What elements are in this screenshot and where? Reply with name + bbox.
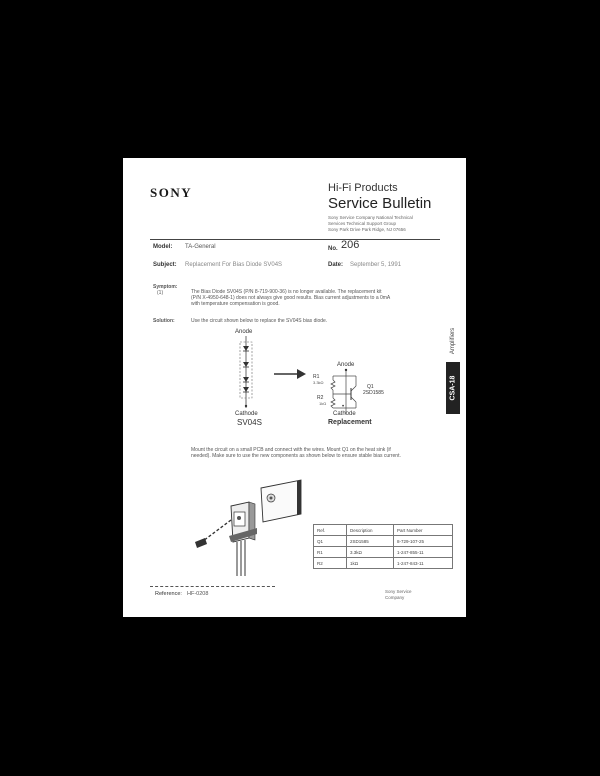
bulletin-no-label: No.: [328, 246, 338, 252]
bulletin-page: [123, 158, 466, 617]
r2-value: 1kΩ: [319, 401, 327, 406]
sv04s-cathode-label: Cathode: [235, 411, 258, 417]
r1-label: R1: [313, 374, 320, 380]
footer-corner-line-1: Sony Service: [385, 589, 412, 594]
sv04s-part-label: SV04S: [237, 418, 262, 427]
replacement-cathode-dot: •: [342, 404, 345, 410]
symptom-code: (1): [157, 290, 164, 296]
parts-table-header: [314, 525, 453, 536]
symptom-label: Symptom:: [153, 284, 178, 290]
dept-line-1: Sony Service Company National Technical: [328, 215, 413, 220]
sv04s-anode-label: Anode: [235, 329, 253, 335]
heatsink-mounting-illustration: [193, 476, 313, 580]
bulletin-category: Hi-Fi Products: [328, 182, 398, 194]
parts-cell: R1: [314, 547, 347, 558]
model-label: Model:: [153, 244, 173, 250]
parts-header-ref: Ref.: [314, 525, 347, 536]
replace-arrow-icon: [273, 368, 307, 380]
reference-label: Reference:: [155, 591, 182, 597]
side-tab: [446, 362, 460, 414]
parts-table: [313, 524, 453, 569]
symptom-line-2: (P/N X-4950-648-1) does not always give good results. Bias current adjustments to a 0mA: [191, 295, 391, 301]
r2-label: R2: [317, 395, 324, 401]
footer-corner-line-2: Company: [385, 595, 405, 600]
r1-value: 3.3kΩ: [313, 380, 324, 385]
parts-cell: 8-729-107-25: [394, 536, 453, 547]
header-rule: [150, 239, 440, 240]
bulletin-title: Service Bulletin: [328, 195, 432, 212]
replacement-anode-label: Anode: [337, 362, 355, 368]
solution-text: Use the circuit shown below to replace the SV04S bias diode.: [191, 318, 328, 324]
parts-cell: R2: [314, 558, 347, 569]
parts-cell: Q1: [314, 536, 347, 547]
parts-cell: 3.3kΩ: [347, 547, 394, 558]
side-category-text: Amplifiers: [450, 327, 456, 355]
subject-value: Replacement For Bias Diode SV04S: [185, 262, 283, 268]
parts-header-part-number: Part Number: [394, 525, 453, 536]
mount-note-line-1: Mount the circuit on a small PCB and connect with the wires. Mount Q1 on the heat sink (if: [191, 447, 391, 453]
table-row: [314, 547, 453, 558]
parts-cell: 1-247-855-11: [394, 547, 453, 558]
side-tab-code: CSA-18: [449, 375, 457, 401]
date-label: Date:: [328, 262, 344, 268]
dept-line-2: Services Technical Support Group: [328, 221, 396, 226]
reference-value: HF-0208: [187, 591, 209, 597]
subject-label: Subject:: [153, 262, 177, 268]
date-value: September 5, 1991: [350, 262, 402, 268]
parts-header-description: Description: [347, 525, 394, 536]
bulletin-no-value: 206: [341, 239, 360, 251]
side-category: [447, 323, 459, 359]
model-value: TA-General: [185, 244, 216, 250]
parts-cell: 1kΩ: [347, 558, 394, 569]
table-row: [314, 558, 453, 569]
sv04s-diode-stack: [231, 336, 261, 408]
solution-label: Solution:: [153, 318, 175, 324]
q1-label: Q1: [367, 384, 374, 390]
footer-divider: [150, 586, 275, 587]
q1-value: 2SD1585: [363, 390, 384, 396]
dept-line-3: Sony Park Drive Park Ridge, NJ 07656: [328, 227, 406, 232]
symptom-line-1: The Bias Diode SV04S (P/N 8-719-900-36) is no longer available. The replacement kit: [191, 289, 382, 295]
replacement-label: Replacement: [328, 419, 372, 426]
mount-note-line-2: needed). Make sure to use the new components as shown below to ensure stable bias current.: [191, 453, 401, 459]
parts-cell: 1-247-843-11: [394, 558, 453, 569]
parts-cell: 2SD1585: [347, 536, 394, 547]
table-row: [314, 536, 453, 547]
sony-logo: SONY: [150, 185, 193, 200]
symptom-line-3: with temperature compensation is good.: [191, 301, 280, 307]
replacement-cathode-label: Cathode: [333, 411, 356, 417]
